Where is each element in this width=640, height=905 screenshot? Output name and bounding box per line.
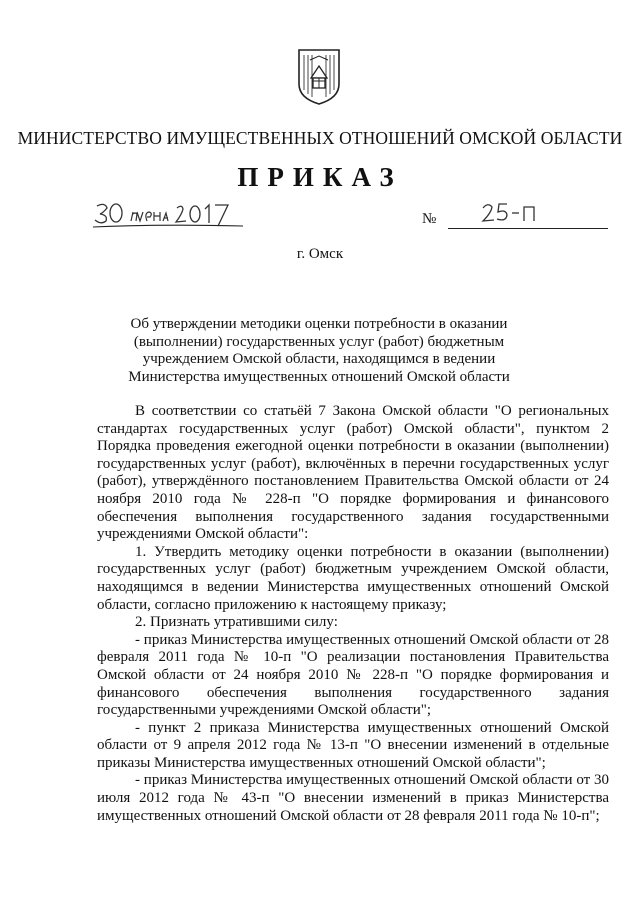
- city-label: г. Омск: [296, 246, 344, 262]
- omsk-coat-of-arms-icon: [296, 48, 342, 106]
- clause-2-paragraph: 2. Признать утратившими силу:: [135, 614, 338, 631]
- handwritten-date: [91, 200, 251, 232]
- repeal-item-2: - пункт 2 приказа Министерства имущественных отношений Омской области от 9 апреля 2012 года № 13-п "О внесении изменений в отдельные приказы Министерства имущественных отношений Омской области";: [97, 719, 609, 771]
- document-type-title: ПРИКАЗ: [237, 162, 403, 192]
- ministry-name: МИНИСТЕРСТВО ИМУЩЕСТВЕННЫХ ОТНОШЕНИЙ ОМСКОЙ ОБЛАСТИ: [17, 128, 623, 148]
- clause-1-paragraph: 1. Утвердить методику оценки потребности в оказании (выполнении) государственных услуг (работ) бюджетным учреждением Омской области, находящимся в ведении Министерства имущественных отношений Омской области, согласно приложению к настоящему приказу;: [97, 543, 609, 613]
- handwritten-number: [480, 199, 540, 229]
- order-body: [97, 403, 609, 825]
- preamble-paragraph: В соответствии со статьёй 7 Закона Омской области "О региональных стандартах государственных услуг (работ) Омской области", пунктом 2 Порядка проведения ежегодной оценки потребности в оказании (выполнении) государственных услуг (работ), включённых в перечни государственных услуг (работ), утверждённого постановлением Правительства Омской области от 24 ноября 2010 года № 228-п "О порядке формирования и финансового обеспечения выполнения государственного задания государственными учреждениями Омской области":: [97, 403, 609, 543]
- order-subject: Об утверждении методики оценки потребности в оказании (выполнении) государственных услуг (работ) бюджетным учреждением Омской области, находящимся в ведении Министерства имущественных отношений Омской области: [128, 316, 510, 385]
- repeal-item-3: - приказ Министерства имущественных отношений Омской области от 30 июля 2012 года № 43-п "О внесении изменений в приказ Министерства имущественных отношений Омской области от 28 февраля 2011 года № 10-п";: [97, 772, 609, 824]
- repeal-item-1: - приказ Министерства имущественных отношений Омской области от 28 февраля 2011 года № 10-п "О реализации постановления Правительства Омской области от 24 ноября 2010 № 228-п "О порядке формирования и финансового обеспечения выполнения государственного задания государственными учреждениями Омской области";: [97, 631, 609, 719]
- number-sign: №: [422, 211, 437, 227]
